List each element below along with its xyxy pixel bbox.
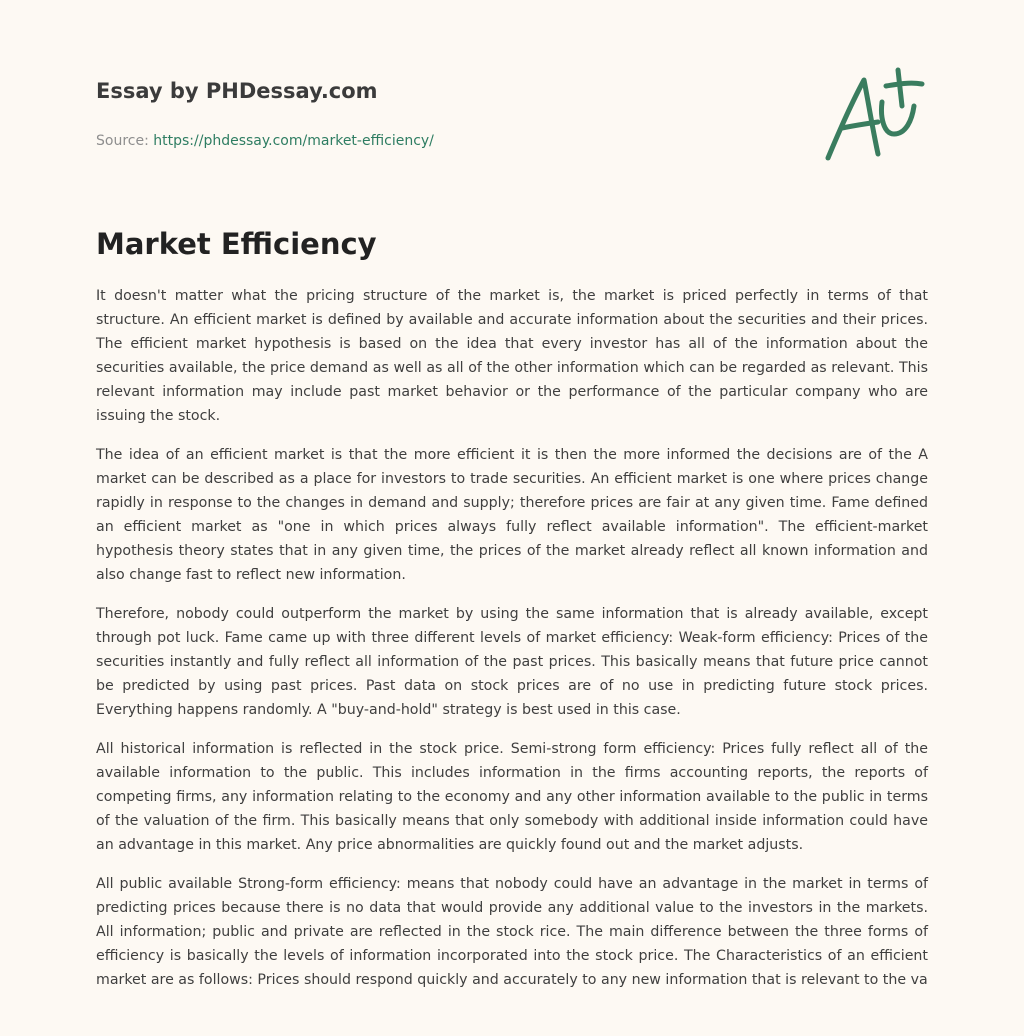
paragraph: It doesn't matter what the pricing structure of the market is, the market is priced perfectly in terms of that structure. An efficient market is defined by available and accurate information about the securities and their prices. The efficient market hypothesis is based on the idea that every investor has all of the information about the securities available, the price demand as well as all of the other information which can be regarded as relevant. This relevant information may include past market behavior or the performance of the particular company who are issuing the stock. [96, 288, 928, 424]
page-header [96, 76, 796, 151]
site-title: Essay by PHDessay.com [96, 79, 378, 103]
paragraph: The idea of an efficient market is that the more efficient it is then the more informed the decisions are of the A market can be described as a place for investors to trade securities. An efficient market is one where prices change rapidly in response to the changes in demand and supply; therefore prices are fair at any given time. Fame defined an efficient market as "one in which prices always fully reflect available information". The efficient-market hypothesis theory states that in any given time, the prices of the market already reflect all known information and also change fast to reflect new information. [96, 447, 928, 583]
a-plus-icon [818, 66, 930, 166]
essay-title: Market Efficiency [96, 227, 377, 261]
source-link[interactable]: https://phdessay.com/market-efficiency/ [153, 133, 434, 149]
paragraph: All historical information is reflected in the stock price. Semi-strong form efficiency: Prices fully reflect all of the available information to the public. This includes information in the firms accounting reports, the reports of competing firms, any information relating to the economy and any other information available to the public in terms of the valuation of the firm. This basically means that only somebody with additional inside information could have an advantage in this market. Any price abnormalities are quickly found out and the market adjusts. [96, 741, 928, 853]
essay-body [96, 284, 928, 1007]
paragraph: Therefore, nobody could outperform the market by using the same information that is already available, except through pot luck. Fame came up with three different levels of market efficiency: Weak-form efficiency: Prices of the securities instantly and fully reflect all information of the past prices. This basically means that future price cannot be predicted by using past prices. Past data on stock prices are of no use in predicting future stock prices. Everything happens randomly. A "buy-and-hold" strategy is best used in this case. [96, 606, 928, 718]
paragraph: All public available Strong-form efficiency: means that nobody could have an advantage in the market in terms of predicting prices because there is no data that would provide any additional value to the investors in the markets. All information; public and private are reflected in the stock rice. The main difference between the three forms of efficiency is basically the levels of information incorporated into the stock price. The Characteristics of an efficient market are as follows: Prices should respond quickly and accurately to any new information that is relevant to the va [96, 876, 928, 988]
source-label: Source: [96, 133, 154, 149]
source-line [96, 131, 796, 151]
